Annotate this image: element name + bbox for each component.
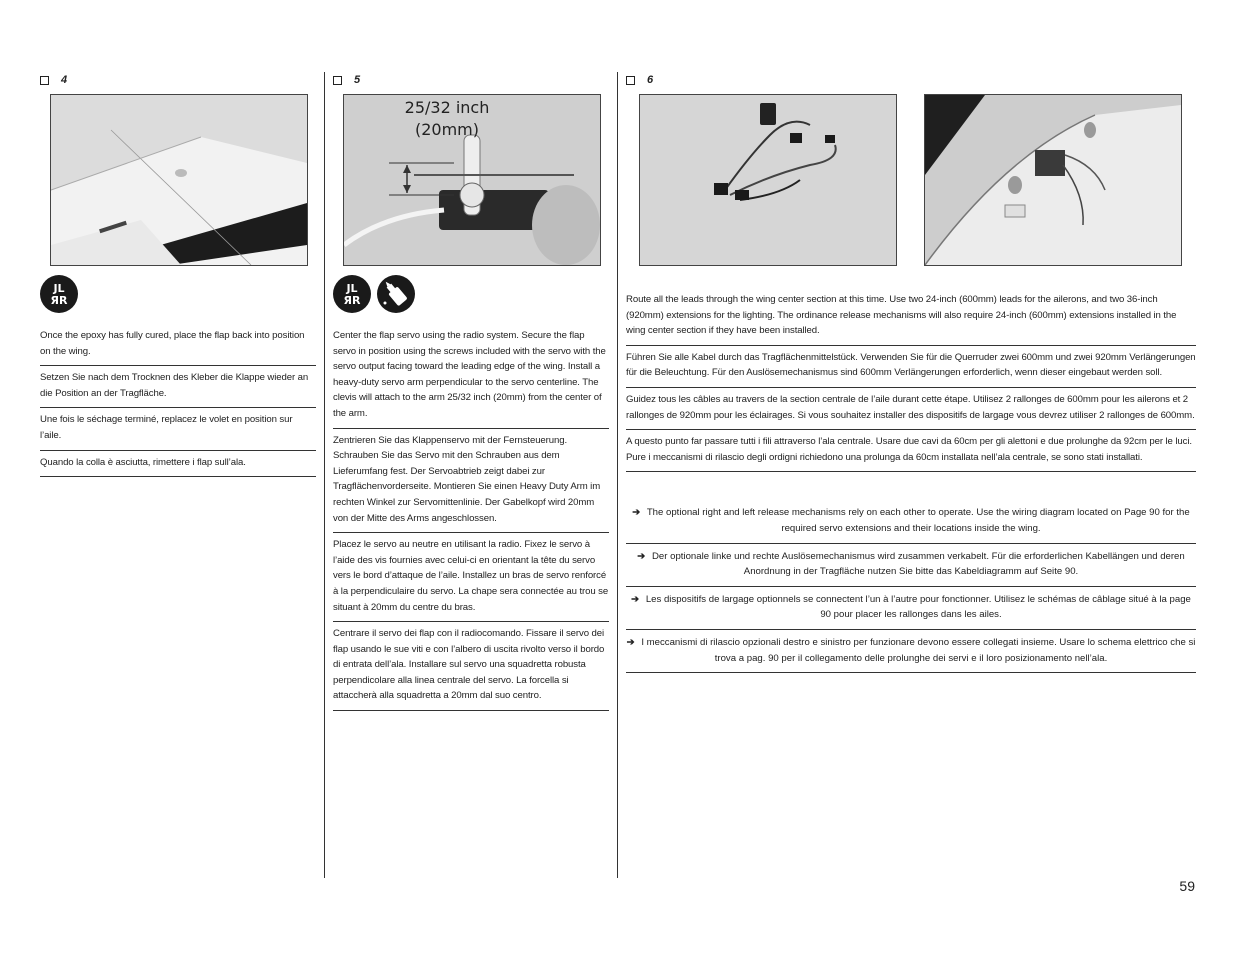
step-6-instructions bbox=[626, 288, 1196, 673]
svg-text:ЯR: ЯR bbox=[343, 294, 361, 307]
spacer bbox=[626, 472, 1196, 500]
step-5-column bbox=[333, 72, 609, 702]
note-de: ➔ Der optionale linke und rechte Auslösemechanismus wird zusammen verkabelt. Für die erforderlichen Kabellängen und deren Anordnung in der Tragfläche nutzen Sie bitte das Kabeldiagramm auf Seite 90. bbox=[626, 544, 1196, 587]
note-fr: ➔ Les dispositifs de largage optionnels se connectent l’un à l’autre pour fonctionner. Utilisez le schémas de câblage situé à la page 90 pour placer les rallonges dans les ailes. bbox=[626, 587, 1196, 630]
checkbox[interactable] bbox=[626, 76, 635, 85]
svg-text:JL: JL bbox=[53, 282, 65, 295]
step-5-header bbox=[333, 72, 609, 88]
instruction-de: Führen Sie alle Kabel durch das Tragflächenmittelstück. Verwenden Sie für die Querruder zwei 600mm und zwei 920mm Verlängerungen für die Beleuchtung. Für den Auslösemechanismus sind 600mm Verlängerungen erforderlich, wenn dieser eingebaut werden soll. bbox=[626, 346, 1196, 388]
servo-photo bbox=[343, 94, 601, 266]
instruction-en: Once the epoxy has fully cured, place the flap back into position on the wing. bbox=[40, 324, 316, 366]
step-number: 5 bbox=[354, 74, 361, 86]
svg-text:JL: JL bbox=[346, 282, 358, 295]
note-it: ➔ I meccanismi di rilascio opzionali destro e sinistro per funzionare devono essere collegati insieme. Usare lo schema elettrico che si trova a pag. 90 per il collegamento delle prolunghe dei servi e il loro posizionamento nell’ala. bbox=[626, 630, 1196, 673]
mirror-symmetry-icon bbox=[40, 275, 78, 313]
step-4-instructions bbox=[40, 324, 316, 477]
arrow-right-icon: ➔ bbox=[626, 636, 635, 648]
step-number: 6 bbox=[647, 74, 654, 86]
step-5-instructions bbox=[333, 324, 609, 711]
instruction-de: Setzen Sie nach dem Trocknen des Kleber die Klappe wieder an die Position an der Tragfläche. bbox=[40, 366, 316, 408]
instruction-en: Route all the leads through the wing center section at this time. Use two 24-inch (600mm) leads for the ailerons, and two 36-inch (920mm) extensions for the lighting. The ordinance release mechanisms will also require 24-inch (600mm) extensions installed in the wing center section if they have been installed. bbox=[626, 288, 1196, 346]
checkbox[interactable] bbox=[40, 76, 49, 85]
arrow-right-icon: ➔ bbox=[631, 593, 640, 605]
instruction-fr: Une fois le séchage terminé, replacez le volet en position sur l’aile. bbox=[40, 408, 316, 450]
note-en: ➔ The optional right and left release mechanisms rely on each other to operate. Use the wiring diagram located on Page 90 for the required servo extensions and their locations inside the wing. bbox=[626, 500, 1196, 543]
column-divider bbox=[324, 72, 325, 878]
measurement-label: 25/32 inch (20mm) bbox=[404, 98, 490, 139]
column-divider bbox=[617, 72, 618, 878]
instruction-de: Zentrieren Sie das Klappenservo mit der Fernsteuerung. Schrauben Sie das Servo mit den Schrauben aus dem Lieferumfang fest. Der Servoabtrieb zeigt dabei zur Tragflächenvorderseite. Montieren Sie einen Heavy Duty Arm im rechten Winkel zur Servomittenlinie. Der Gabelkopf wird 20mm von der Mitte des Arms angeschlossen. bbox=[333, 429, 609, 534]
icon-row bbox=[333, 275, 415, 313]
checkbox[interactable] bbox=[333, 76, 342, 85]
instruction-fr: Guidez tous les câbles au travers de la section centrale de l’aile durant cette étape. Utilisez 2 rallonges de 600mm pour les ailerons et 2 rallonges de 920mm pour les éclairages. Si vous souhaitez installer des dispositifs de largage vous devrez utiliser 2 rallonges de 600mm. bbox=[626, 388, 1196, 430]
thread-lock-bottle-icon bbox=[377, 275, 415, 313]
wing-center-photo bbox=[924, 94, 1182, 266]
step-4-header bbox=[40, 72, 316, 88]
page-number: 59 bbox=[1179, 878, 1195, 894]
leads-photo bbox=[639, 94, 897, 266]
mirror-symmetry-icon bbox=[333, 275, 371, 313]
step-6-column bbox=[626, 72, 1196, 664]
arrow-right-icon: ➔ bbox=[637, 550, 646, 562]
flap-photo bbox=[50, 94, 308, 266]
icon-row bbox=[40, 275, 78, 313]
step-6-header bbox=[626, 72, 1196, 88]
svg-text:ЯR: ЯR bbox=[50, 294, 68, 307]
instruction-it: A questo punto far passare tutti i fili attraverso l’ala centrale. Usare due cavi da 60cm per gli alettoni e due prolunghe da 92cm per le luci. Pure i meccanismi di rilascio degli ordigni richiedono una prolunga da 60cm installata nell’ala centrale, se sono stati installati. bbox=[626, 430, 1196, 472]
step-number: 4 bbox=[61, 74, 68, 86]
instruction-it: Centrare il servo dei flap con il radiocomando. Fissare il servo dei flap usando le sue viti e con l’albero di uscita rivolto verso il bordo di entrata dell’ala. Installare sul servo una squadretta robusta perpendicolare alla linea centrale del servo. La forcella si attaccherà alla squadretta a 20mm dal suo centro. bbox=[333, 622, 609, 711]
instruction-en: Center the flap servo using the radio system. Secure the flap servo in position using the screws included with the servo with the servo output facing toward the leading edge of the wing. Install a heavy-duty servo arm perpendicular to the servo centerline. The clevis will attach to the arm 25/32 inch (20mm) from the center of the arm. bbox=[333, 324, 609, 429]
instruction-it: Quando la colla è asciutta, rimettere i flap sull’ala. bbox=[40, 451, 316, 478]
step-4-column bbox=[40, 72, 316, 468]
arrow-right-icon: ➔ bbox=[632, 507, 641, 519]
instruction-fr: Placez le servo au neutre en utilisant la radio. Fixez le servo à l’aide des vis fournies avec celui-ci en orientant la tête du servo vers le bord d’attaque de l’aile. Installez un bras de servo renforcé à la perpendiculaire du servo. La chape sera connectée au trou se situant à 20mm du centre du bras. bbox=[333, 533, 609, 622]
